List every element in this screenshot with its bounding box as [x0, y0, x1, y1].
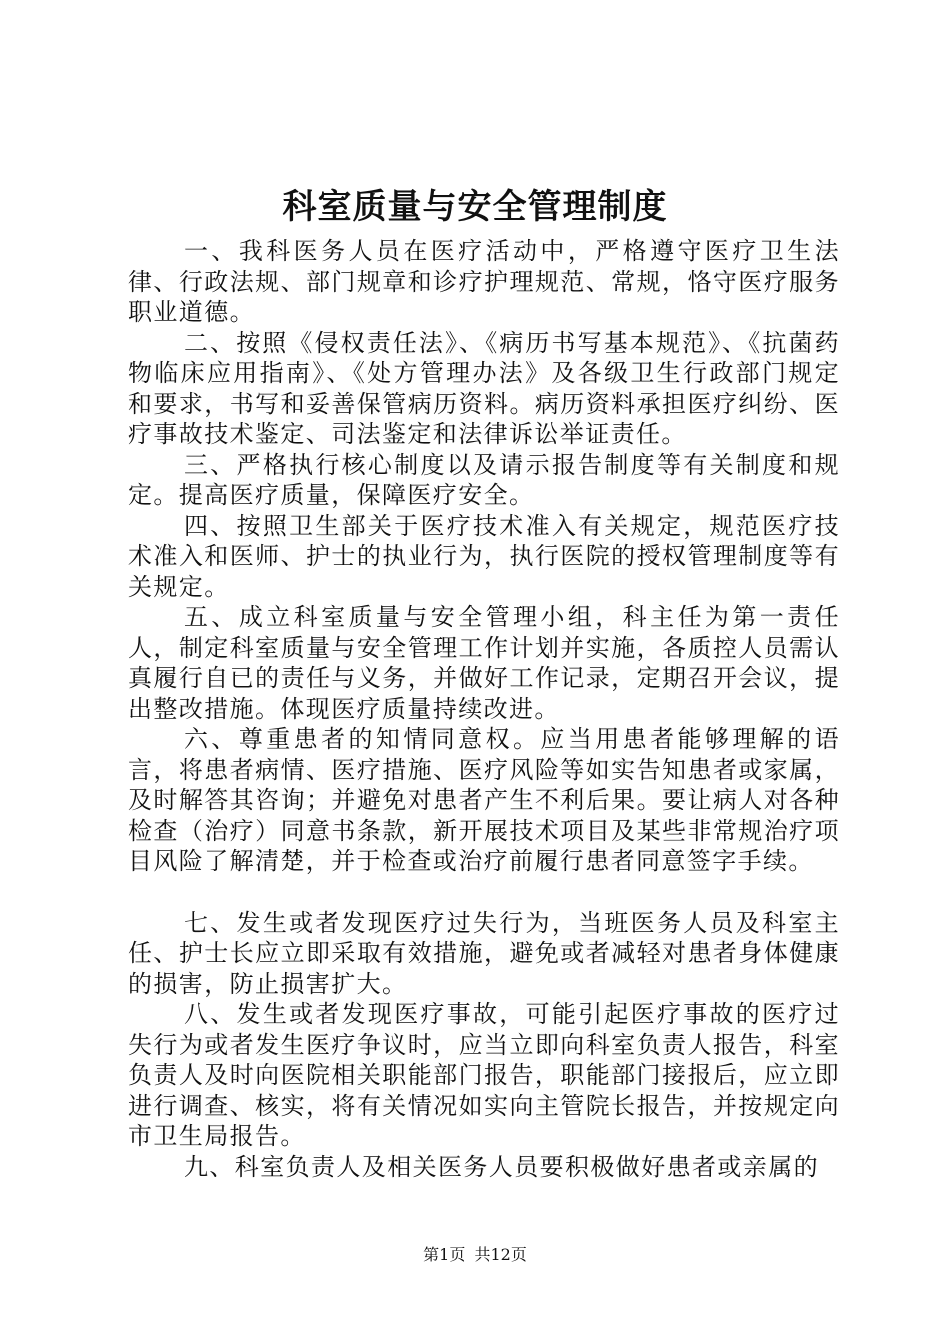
paragraph-1: 一、我科医务人员在医疗活动中，严格遵守医疗卫生法律、行政法规、部门规章和诊疗护理规范、常规，恪守医疗服务职业道德。: [128, 237, 840, 326]
paragraph-2: 二、按照《侵权责任法》、《病历书写基本规范》、《抗菌药物临床应用指南》、《处方管理办法》及各级卫生行政部门规定和要求，书写和妥善保管病历资料。病历资料承担医疗纠纷、医疗事故技术鉴定、司法鉴定和法律诉讼举证责任。: [128, 328, 840, 448]
paragraph-4: 四、按照卫生部关于医疗技术准入有关规定，规范医疗技术准入和医师、护士的执业行为，执行医院的授权管理制度等有关规定。: [128, 511, 840, 601]
paragraph-7: 七、发生或者发现医疗过失行为，当班医务人员及科室主任、护士长应立即采取有效措施，避免或者减轻对患者身体健康的损害，防止损害扩大。: [128, 908, 840, 998]
paragraph-5: 五、成立科室质量与安全管理小组，科主任为第一责任人，制定科室质量与安全管理工作计划并实施，各质控人员需认真履行自已的责任与义务，并做好工作记录，定期召开会议，提出整改措施。体现医疗质量持续改进。: [128, 603, 840, 723]
paragraph-8: 八、发生或者发现医疗事故，可能引起医疗事故的医疗过失行为或者发生医疗争议时，应当立即向科室负责人报告，科室负责人及时向医院相关职能部门报告，职能部门接报后，应立即进行调查、核实，将有关情况如实向主管院长报告，并按规定向市卫生局报告。: [128, 1000, 840, 1150]
paragraph-6: 六、尊重患者的知情同意权。应当用患者能够理解的语言，将患者病情、医疗措施、医疗风险等如实告知患者或家属，及时解答其咨询；并避免对患者产生不利后果。要让病人对各种检查（治疗）同意书条款，新开展技术项目及某些非常规治疗项目风险了解清楚，并于检查或治疗前履行患者同意签字手续。: [128, 725, 840, 875]
document-body: [128, 236, 840, 1182]
document-title: 科室质量与安全管理制度: [282, 187, 668, 227]
page-footer: [0, 1243, 950, 1267]
paragraph-3: 三、严格执行核心制度以及请示报告制度等有关制度和规定。提高医疗质量，保障医疗安全。: [128, 450, 840, 509]
page-total: 共12页: [474, 1245, 527, 1264]
paragraph-9: 九、科室负责人及相关医务人员要积极做好患者或亲属的: [184, 1152, 819, 1181]
page-number: 第1页: [423, 1245, 466, 1264]
